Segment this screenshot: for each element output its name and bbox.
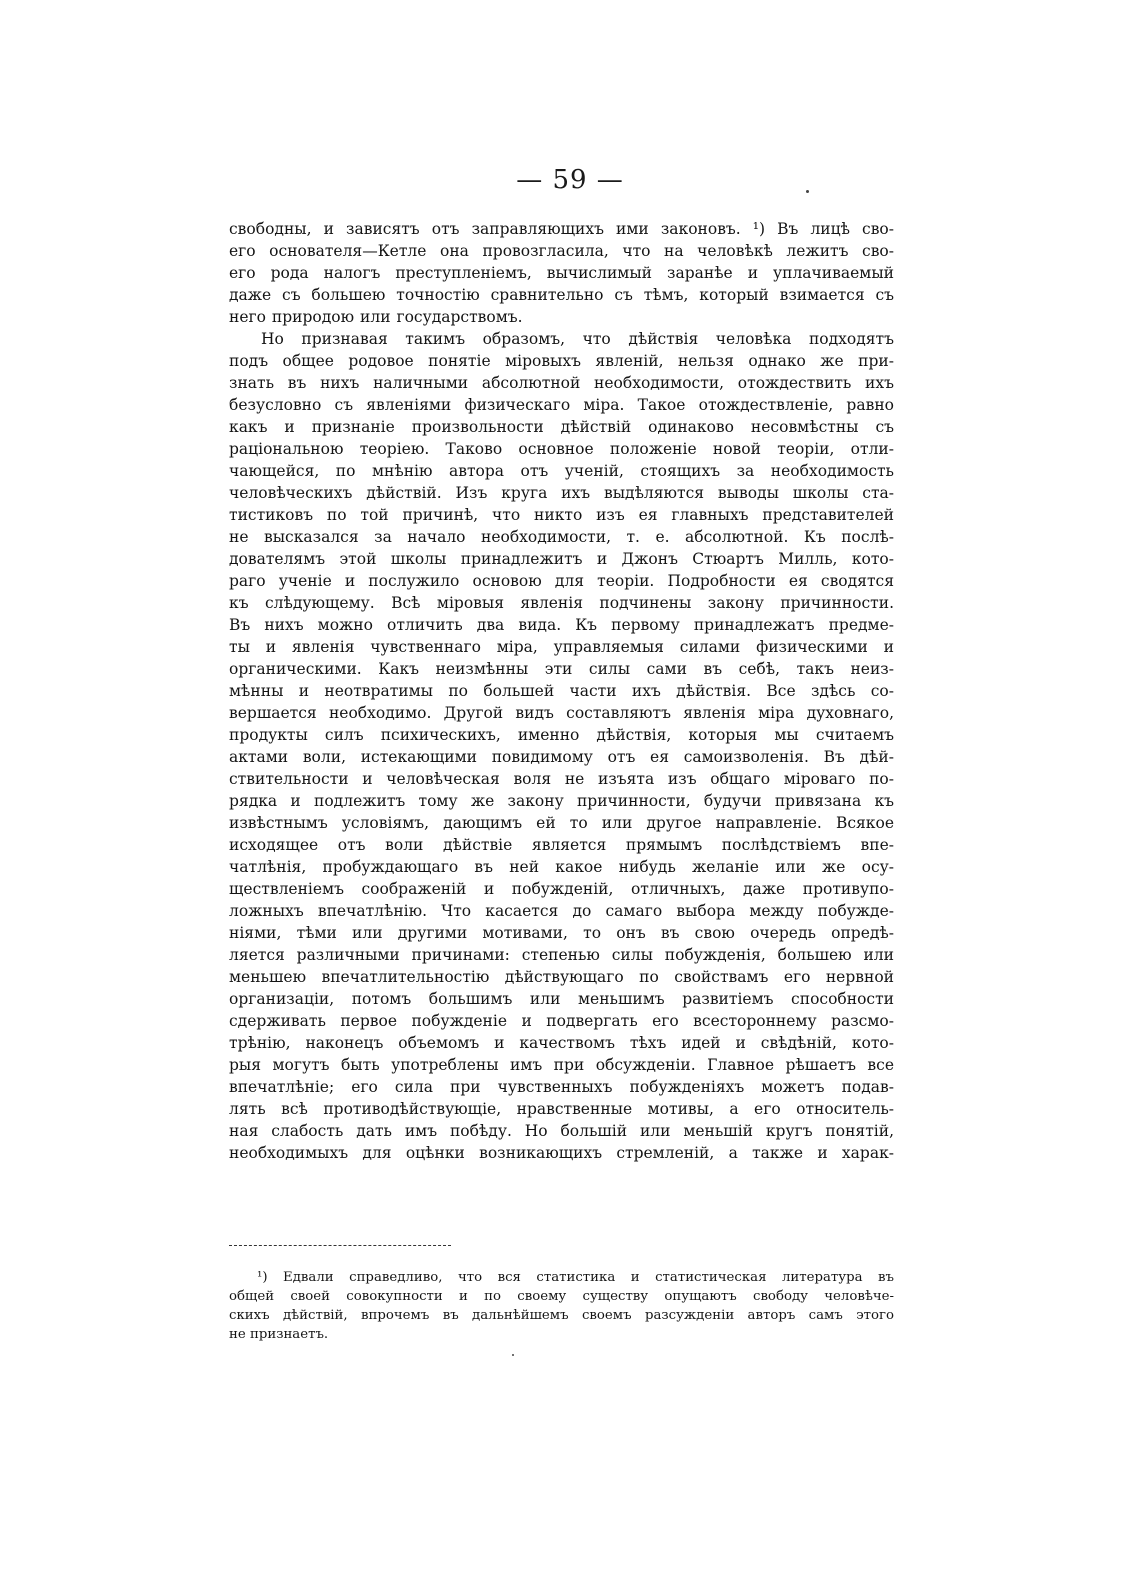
footnote-separator <box>229 1245 451 1246</box>
text-line: ніями, тѣми или другими мотивами, то онъ въ свою очередь опредѣ- <box>229 924 894 942</box>
text-line: рядка и подлежитъ тому же закону причинности, будучи привязана къ <box>229 792 894 810</box>
text-line: мѣнны и неотвратимы по большей части ихъ дѣйствія. Все здѣсь со- <box>229 682 894 700</box>
text-line: Но признавая такимъ образомъ, что дѣйствія человѣка подходятъ <box>261 330 894 348</box>
text-line: чающейся, по мнѣнію автора отъ ученій, стоящихъ за необходимость <box>229 462 894 480</box>
text-line: извѣстнымъ условіямъ, дающимъ ей то или другое направленіе. Всякое <box>229 814 894 832</box>
text-line: знать въ нихъ наличными абсолютной необходимости, отождествить ихъ <box>229 374 894 392</box>
text-line: Въ нихъ можно отличить два вида. Къ первому принадлежатъ предме- <box>229 616 894 634</box>
footnote-line: ¹) Едвали справедливо, что вся статистика и статистическая литература въ <box>257 1270 894 1285</box>
text-line: ществленіемъ соображеній и побужденій, отличныхъ, даже противупо- <box>229 880 894 898</box>
text-line: необходимыхъ для оцѣнки возникающихъ стремленій, а также и харак- <box>229 1144 894 1162</box>
page-number: — 59 — <box>516 165 624 195</box>
text-line: ствительности и человѣческая воля не изъята изъ общаго міроваго по- <box>229 770 894 788</box>
text-line: впечатлѣніе; его сила при чувственныхъ побужденіяхъ можетъ подав- <box>229 1078 894 1096</box>
text-line: къ слѣдующему. Всѣ міровыя явленія подчинены закону причинности. <box>229 594 894 612</box>
text-line: органическими. Какъ неизмѣнны эти силы сами въ себѣ, такъ неиз- <box>229 660 894 678</box>
text-line: него природою или государствомъ. <box>229 308 523 326</box>
text-line: сдерживать первое побужденіе и подвергать его всестороннему разсмо- <box>229 1012 894 1030</box>
text-line: подъ общее родовое понятіе міровыхъ явленій, нельзя однако же при- <box>229 352 894 370</box>
text-line: человѣческихъ дѣйствій. Изъ круга ихъ выдѣляются выводы школы ста- <box>229 484 894 502</box>
text-line: актами воли, истекающими повидимому отъ ея самоизволенія. Въ дѣй- <box>229 748 894 766</box>
text-line: раго ученіе и послужило основою для теоріи. Подробности ея сводятся <box>229 572 894 590</box>
text-line: ты и явленія чувственнаго міра, управляемыя силами физическими и <box>229 638 894 656</box>
text-line: тистиковъ по той причинѣ, что никто изъ ея главныхъ представителей <box>229 506 894 524</box>
footnote-line: не признаетъ. <box>229 1327 329 1342</box>
text-line: вершается необходимо. Другой видъ составляютъ явленія міра духовнаго, <box>229 704 894 722</box>
text-line: организаціи, потомъ большимъ или меньшимъ развитіемъ способности <box>229 990 894 1008</box>
footnote-line: скихъ дѣйствій, впрочемъ въ дальнѣйшемъ своемъ разсужденіи авторъ самъ этого <box>229 1308 894 1323</box>
text-line: рыя могутъ быть употреблены имъ при обсужденіи. Главное рѣшаетъ все <box>229 1056 894 1074</box>
text-line: лять всѣ противодѣйствующіе, нравственные мотивы, а его относитель- <box>229 1100 894 1118</box>
text-line: исходящее отъ воли дѣйствіе является прямымъ послѣдствіемъ впе- <box>229 836 894 854</box>
text-line: ляется различными причинами: степенью силы побужденія, большею или <box>229 946 894 964</box>
text-line: его рода налогъ преступленіемъ, вычислимый заранѣе и уплачиваемый <box>229 264 894 282</box>
text-line: свободны, и зависятъ отъ заправляющихъ ими законовъ. ¹) Въ лицѣ сво- <box>229 220 894 238</box>
footnote-line: общей своей совокупности и по своему существу опущаютъ свободу человѣче- <box>229 1289 894 1304</box>
text-line: какъ и признаніе произвольности дѣйствій одинаково несовмѣстны съ <box>229 418 894 436</box>
text-line: безусловно съ явленіями физическаго міра. Такое отождествленіе, равно <box>229 396 894 414</box>
text-line: раціональною теоріею. Таково основное положеніе новой теоріи, отли- <box>229 440 894 458</box>
text-line: ная слабость дать имъ побѣду. Но большій или меньшій кругъ понятій, <box>229 1122 894 1140</box>
print-speck <box>512 1354 514 1356</box>
print-speck <box>806 190 809 193</box>
text-line: трѣнію, наконецъ объемомъ и качествомъ тѣхъ идей и свѣдѣній, кото- <box>229 1034 894 1052</box>
text-line: дователямъ этой школы принадлежитъ и Джонъ Стюартъ Милль, кото- <box>229 550 894 568</box>
main-text <box>229 218 894 1164</box>
footnote <box>229 1268 894 1344</box>
text-line: меньшею впечатлительностію дѣйствующаго по свойствамъ его нервной <box>229 968 894 986</box>
text-line: чатлѣнія, пробуждающаго въ ней какое нибудь желаніе или же осу- <box>229 858 894 876</box>
text-line: ложныхъ впечатлѣнію. Что касается до самаго выбора между побужде- <box>229 902 894 920</box>
text-line: даже съ большею точностію сравнительно съ тѣмъ, который взимается съ <box>229 286 894 304</box>
text-line: его основателя—Кетле она провозгласила, что на человѣкѣ лежитъ сво- <box>229 242 894 260</box>
text-line: не высказался за начало необходимости, т. е. абсолютной. Къ послѣ- <box>229 528 894 546</box>
text-line: продукты силъ психическихъ, именно дѣйствія, которыя мы считаемъ <box>229 726 894 744</box>
